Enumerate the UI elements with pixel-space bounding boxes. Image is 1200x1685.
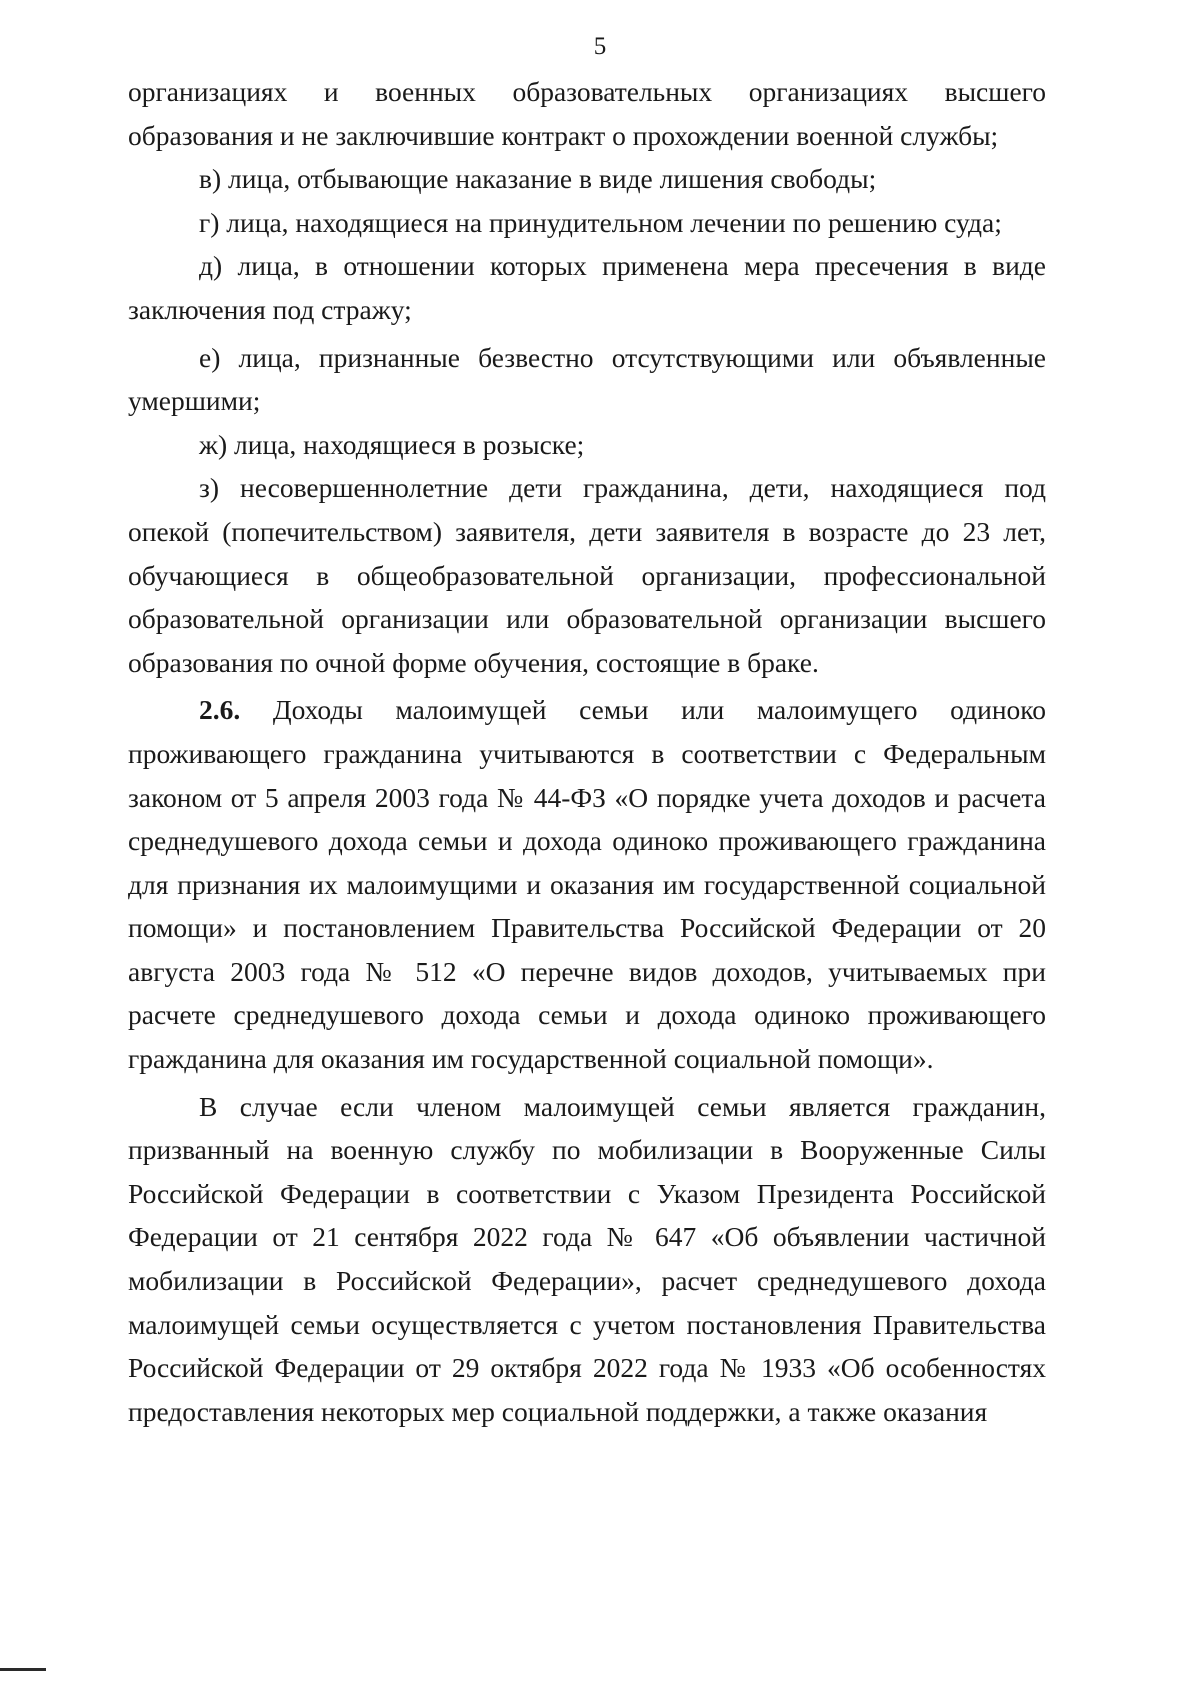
clause-2-6	[128, 688, 1046, 1080]
scan-edge-mark	[0, 1668, 46, 1671]
clause-number: 2.6.	[199, 694, 241, 726]
page-number: 5	[593, 33, 607, 60]
list-item-d: д) лица, в отношении которых применена мера пресечения в виде заключения под стражу;	[128, 250, 1046, 325]
list-item-zh: ж) лица, находящиеся в розыске;	[199, 428, 585, 460]
paragraph-mobilization: В случае если членом малоимущей семьи является гражданин, призванный на военную службу по мобилизации в Вооруженные Силы Российской Федерации в соответствии с Указом Президента Российской Федерации от 21 сентября 2022 года № 647 «Об объявлении частичной мобилизации в Российской Федерации», расчет среднедушевого дохода малоимущей семьи осуществляется с учетом постановления Правительства Российской Федерации от 29 октября 2022 года № 1933 «Об особенностях предоставления некоторых мер социальной поддержки, а также оказания	[128, 1090, 1046, 1427]
list-item-e: е) лица, признанные безвестно отсутствующими или объявленные умершими;	[128, 341, 1046, 417]
list-item-v: в) лица, отбывающие наказание в виде лишения свободы;	[199, 163, 877, 195]
list-item-z: з) несовершеннолетние дети гражданина, дети, находящиеся под опекой (попечительством) заявителя, дети заявителя в возрасте до 23 лет, обучающиеся в общеобразовательной организации, профессиональной образовательной организации или образовательной организации высшего образования по очной форме обучения, состоящие в браке.	[128, 472, 1046, 678]
paragraph-continuation: организациях и военных образовательных организациях высшего образования и не заключившие контракт о прохождении военной службы;	[128, 76, 1046, 151]
list-item-g: г) лица, находящиеся на принудительном лечении по решению суда;	[199, 206, 1002, 238]
document-body	[128, 70, 1046, 1433]
clause-text: Доходы малоимущей семьи или малоимущего одиноко проживающего гражданина учитываются в соответствии с Федеральным законом от 5 апреля 2003 года № 44-ФЗ «О порядке учета доходов и расчета среднедушевого дохода семьи и дохода одиноко проживающего гражданина для признания их малоимущими и оказания им государственной социальной помощи» и постановлением Правительства Российской Федерации от 20 августа 2003 года № 512 «О перечне видов доходов, учитываемых при расчете среднедушевого дохода семьи и дохода одиноко проживающего гражданина для оказания им государственной социальной помощи».	[128, 694, 1046, 1075]
